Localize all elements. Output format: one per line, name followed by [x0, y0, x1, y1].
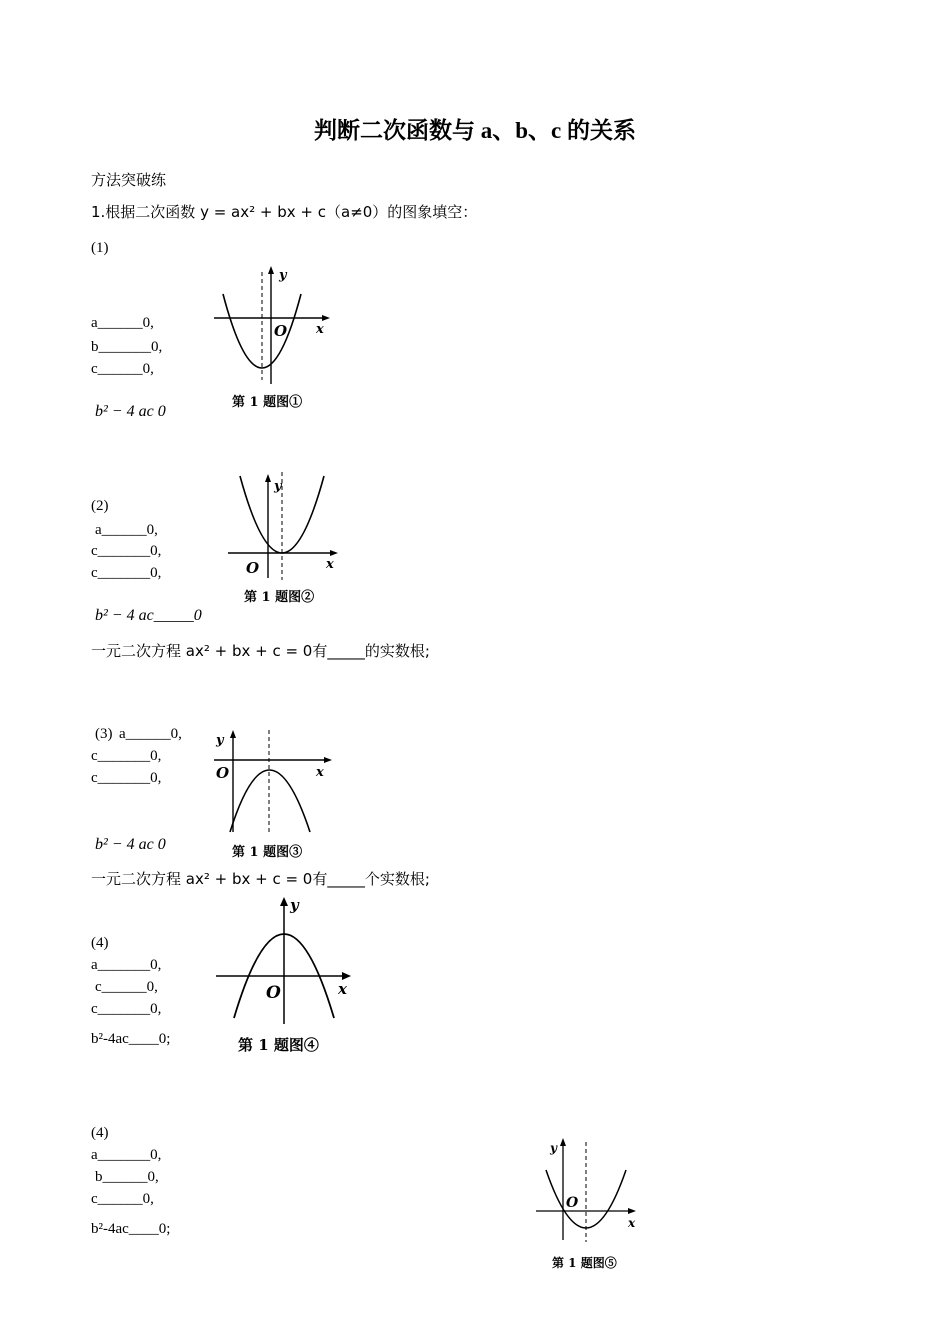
p4-line-a: a_______0,: [91, 957, 162, 973]
p4-y-arrow: [280, 897, 288, 906]
p2-line-c: c_______0,: [91, 565, 162, 581]
p2-equation: 一元二次方程 ax² + bx + c = 0有_____的实数根;: [91, 642, 430, 660]
p5-origin-label: O: [566, 1195, 579, 1211]
p3-line-b: c_______0,: [91, 748, 162, 764]
p3-x-arrow: [324, 757, 332, 763]
p5-line-a: a_______0,: [91, 1147, 162, 1163]
p3-origin-label: O: [216, 764, 230, 782]
p1-discriminant: b² − 4 ac 0: [95, 403, 166, 420]
p2-caption: 第 1 题图②: [244, 590, 315, 605]
p2-line-a: a______0,: [95, 522, 158, 538]
p1-line-a: a______0,: [91, 315, 154, 331]
p1-origin-label: O: [274, 322, 288, 340]
question-1: 1.根据二次函数 y = ax² + bx + c（a≠0）的图象填空：: [91, 203, 478, 221]
p3-equation: 一元二次方程 ax² + bx + c = 0有_____个实数根;: [91, 870, 430, 888]
p3-y-arrow: [230, 730, 236, 738]
p2-x-label: x: [326, 557, 334, 572]
p4-caption: 第 1 题图④: [238, 1036, 319, 1054]
p3-graph: [208, 726, 340, 864]
p1-label: (1): [91, 240, 109, 256]
p1-y-label: y: [279, 268, 287, 283]
p3-caption: 第 1 题图③: [232, 845, 303, 860]
p1-x-label: x: [316, 322, 324, 337]
p4-line-b: c______0,: [95, 979, 158, 995]
p1-graph: [208, 262, 338, 414]
p3-x-label: x: [316, 765, 324, 780]
p2-line-b: c_______0,: [91, 543, 162, 559]
p4-line-c: c_______0,: [91, 1001, 162, 1017]
p2-origin-label: O: [246, 559, 260, 577]
p2-x-arrow: [330, 550, 338, 556]
p3-parabola: [230, 770, 310, 832]
p5-discriminant: b²-4ac____0;: [91, 1221, 171, 1237]
p1-y-arrow: [268, 266, 274, 274]
p4-graph: [204, 894, 360, 1060]
page-title: 判断二次函数与 a、b、c 的关系: [314, 118, 636, 143]
p4-discriminant: b²-4ac____0;: [91, 1031, 171, 1047]
p5-x-arrow: [628, 1208, 636, 1214]
p5-label: (4): [91, 1125, 109, 1141]
section-heading: 方法突破练: [91, 171, 167, 189]
p5-x-label: x: [628, 1216, 636, 1230]
p3-line-c: c_______0,: [91, 770, 162, 786]
p1-line-c: c______0,: [91, 361, 154, 377]
p5-y-label: y: [550, 1141, 557, 1155]
p1-caption: 第 1 题图①: [232, 395, 303, 410]
p5-y-arrow: [560, 1138, 566, 1146]
p3-y-label: y: [216, 733, 224, 748]
p2-label: (2): [91, 498, 109, 514]
p2-y-arrow: [265, 474, 271, 482]
p1-line-b: b_______0,: [91, 339, 163, 355]
p1-x-arrow: [322, 315, 330, 321]
p4-x-arrow: [342, 972, 351, 980]
p3-label: (3): [95, 726, 113, 742]
p2-graph: [222, 468, 347, 610]
p4-x-label: x: [338, 980, 347, 998]
p5-graph: [530, 1132, 650, 1274]
p5-line-b: b______0,: [95, 1169, 159, 1185]
p2-discriminant: b² − 4 ac_____0: [95, 607, 202, 624]
p5-caption: 第 1 题图⑤: [552, 1256, 617, 1270]
p4-label: (4): [91, 935, 109, 951]
p4-y-label: y: [290, 896, 299, 914]
p3-discriminant: b² − 4 ac 0: [95, 836, 166, 853]
p3-line-a: a______0,: [119, 726, 182, 742]
p4-origin-label: O: [266, 983, 281, 1003]
p5-line-c: c______0,: [91, 1191, 154, 1207]
p2-y-label: y: [274, 479, 282, 494]
